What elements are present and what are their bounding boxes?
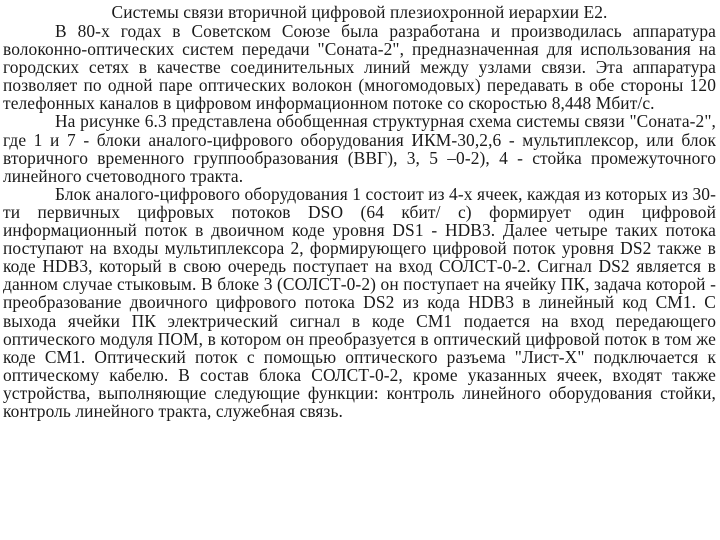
document-title: Системы связи вторичной цифровой плезиохронной иерархии Е2. [111,2,608,22]
paragraph-block-description: Блок аналого-цифрового оборудования 1 состоит из 4-х ячеек, каждая из которых из 30-ти первичных цифровых потоков DSO (64 кбит/ с) формирует один цифровой информационный поток в двоичном коде уровня DS1 - HDB3. Далее четыре таких потока поступают на входы мультиплексора 2, формирующего цифровой поток уровня DS2 также в коде HDB3, который в свою очередь поступает на вход СОЛСТ-0-2. Сигнал DS2 является в данном случае стыковым. В блоке 3 (СОЛСТ-0-2) он поступает на ячейку ПК, задача которой - преобразование двоичного цифрового потока DS2 из кода HDB3 в линейный код CM1. С выхода ячейки ПК электрический сигнал в коде CM1 подается на вход передающего оптического модуля ПОМ, в котором он преобразуется в оптический цифровой поток в том же коде CM1. Оптический поток с помощью оптического разъема "Лист-Х" подключается к оптическому кабелю. В состав блока СОЛСТ-0-2, кроме указанных ячеек, входят также устройства, выполняющие следующие функции: контроль линейного оборудования стойки, контроль линейного тракта, служебная связь. [3,183,716,421]
paragraph-soviet-equipment: В 80-х годах в Советском Союзе была разработана и производилась аппаратура волоконно-оптических систем передачи "Соната-2", предназначенная для использования на городских сетях в качестве соединительных линий между узлами связи. Эта аппаратура позволяет по одной паре оптических волокон (многомодовых) передавать в обе стороны 120 телефонных каналов в цифровом информационном потоке со скоростью 8,448 Мбит/с. [3,21,716,114]
paragraph-structural-diagram: На рисунке 6.3 представлена обобщенная структурная схема системы связи "Соната-2", где 1 и 7 - блоки аналого-цифрового оборудования ИКМ-30,2,6 - мультиплексор, или блок вторичного временного группообразования (ВВГ), 3, 5 –0-2), 4 - стойка промежуточного линейного счетоводного тракта. [3,111,716,186]
